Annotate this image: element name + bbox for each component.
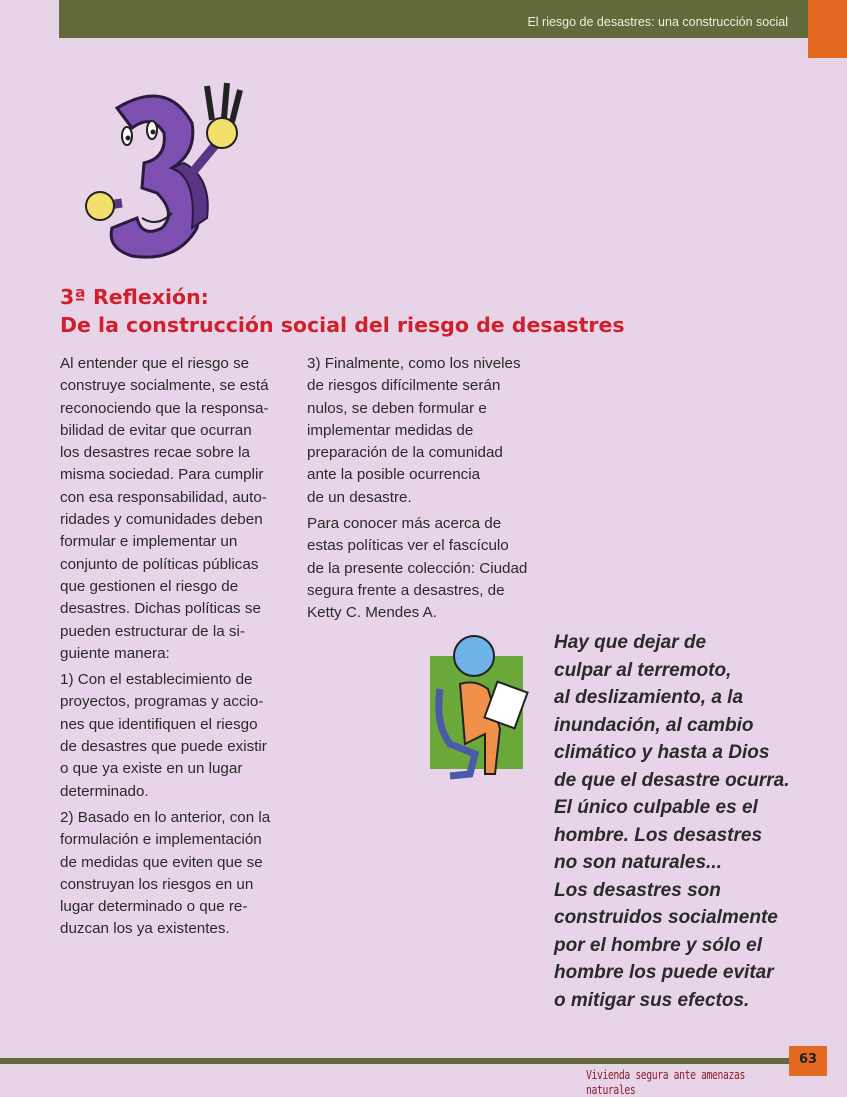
text-line: segura frente a desastres, de [307,581,505,599]
text-line: de un desastre. [307,488,412,506]
section-title-line2: De la construcción social del riesgo de desastres [60,313,625,337]
text-line: lugar determinado o que re- [60,898,248,916]
paragraph [307,353,527,509]
quote-line: de que el desastre ocurra. [554,769,790,791]
text-line: proyectos, programas y accio- [60,693,264,711]
text-line: con esa responsabilidad, auto- [60,488,267,506]
text-line: de medidas que eviten que se [60,853,263,871]
section-title [60,283,625,339]
text-line: preparación de la comunidad [307,444,503,462]
text-line: Ketty C. Mendes A. [307,604,437,622]
quote-line: Los desastres son [554,879,721,901]
text-line: que gestionen el riesgo de [60,577,239,595]
text-line: conjunto de políticas públicas [60,555,259,573]
paragraph [60,669,270,803]
book-title: Vivienda segura ante amenazas naturales [586,1067,745,1097]
text-line: guiente manera: [60,644,170,662]
text-line: 3) Finalmente, como los niveles [307,355,521,372]
paragraph [60,353,270,665]
quote-line: Hay que dejar de [554,632,707,653]
text-line: construyan los riesgos en un [60,875,254,893]
text-line: formulación e implementación [60,831,262,849]
text-line: nes que identifiquen el riesgo [60,715,258,733]
text-line: ridades y comunidades deben [60,511,263,529]
number-three-mascot-illustration [72,78,252,263]
quote-line: hombre los puede evitar [554,962,774,983]
body-column-2 [307,353,527,629]
text-line: Al entender que el riesgo se [60,355,250,372]
text-line: reconociendo que la responsa- [60,399,269,417]
body-column-1 [60,353,270,945]
quote-line: hombre. Los desastres [554,824,763,846]
text-line: determinado. [60,782,149,800]
section-title-line1: 3ª Reflexión: [60,285,209,309]
text-line: Para conocer más acerca de [307,515,502,533]
text-line: los desastres recae sobre la [60,444,250,462]
text-line: misma sociedad. Para cumplir [60,466,264,484]
quote-line: inundación, al cambio [554,714,754,736]
corner-tab [808,0,847,58]
quote-line: al deslizamiento, a la [554,687,744,708]
text-line: duzcan los ya existentes. [60,920,230,938]
page-number: 63 [789,1046,827,1076]
paragraph [60,807,270,941]
text-line: de riesgos difícilmente serán [307,377,501,395]
running-title: El riesgo de desastres: una construcción social [527,15,788,29]
header-bar [59,0,816,38]
quote-line: o mitigar sus efectos. [554,989,750,1011]
text-line: de desastres que puede existir [60,738,267,756]
text-line: 2) Basado en lo anterior, con la [60,808,271,826]
quote-line: climático y hasta a Dios [554,742,770,763]
text-line: bilidad de evitar que ocurran [60,421,252,439]
person-reading-illustration [430,634,540,782]
quote-line: culpar al terremoto, [554,659,732,681]
text-line: nulos, se deben formular e [307,399,487,417]
text-line: construye socialmente, se está [60,377,269,395]
text-line: desastres. Dichas políticas se [60,600,261,618]
quote-line: no son naturales... [554,852,722,873]
text-line: formular e implementar un [60,533,238,551]
footer-rule [0,1058,790,1064]
quote-line: construidos socialmente [554,907,778,928]
quote-line: El único culpable es el [554,797,758,818]
paragraph [307,513,527,624]
text-line: o que ya existe en un lugar [60,760,243,778]
text-line: de la presente colección: Ciudad [307,559,528,577]
quote-line: por el hombre y sólo el [554,934,762,956]
text-line: implementar medidas de [307,421,474,439]
text-line: estas políticas ver el fascículo [307,537,509,555]
pull-quote [554,629,790,1014]
text-line: pueden estructurar de la si- [60,622,245,640]
text-line: ante la posible ocurrencia [307,466,481,484]
text-line: 1) Con el establecimiento de [60,671,253,689]
